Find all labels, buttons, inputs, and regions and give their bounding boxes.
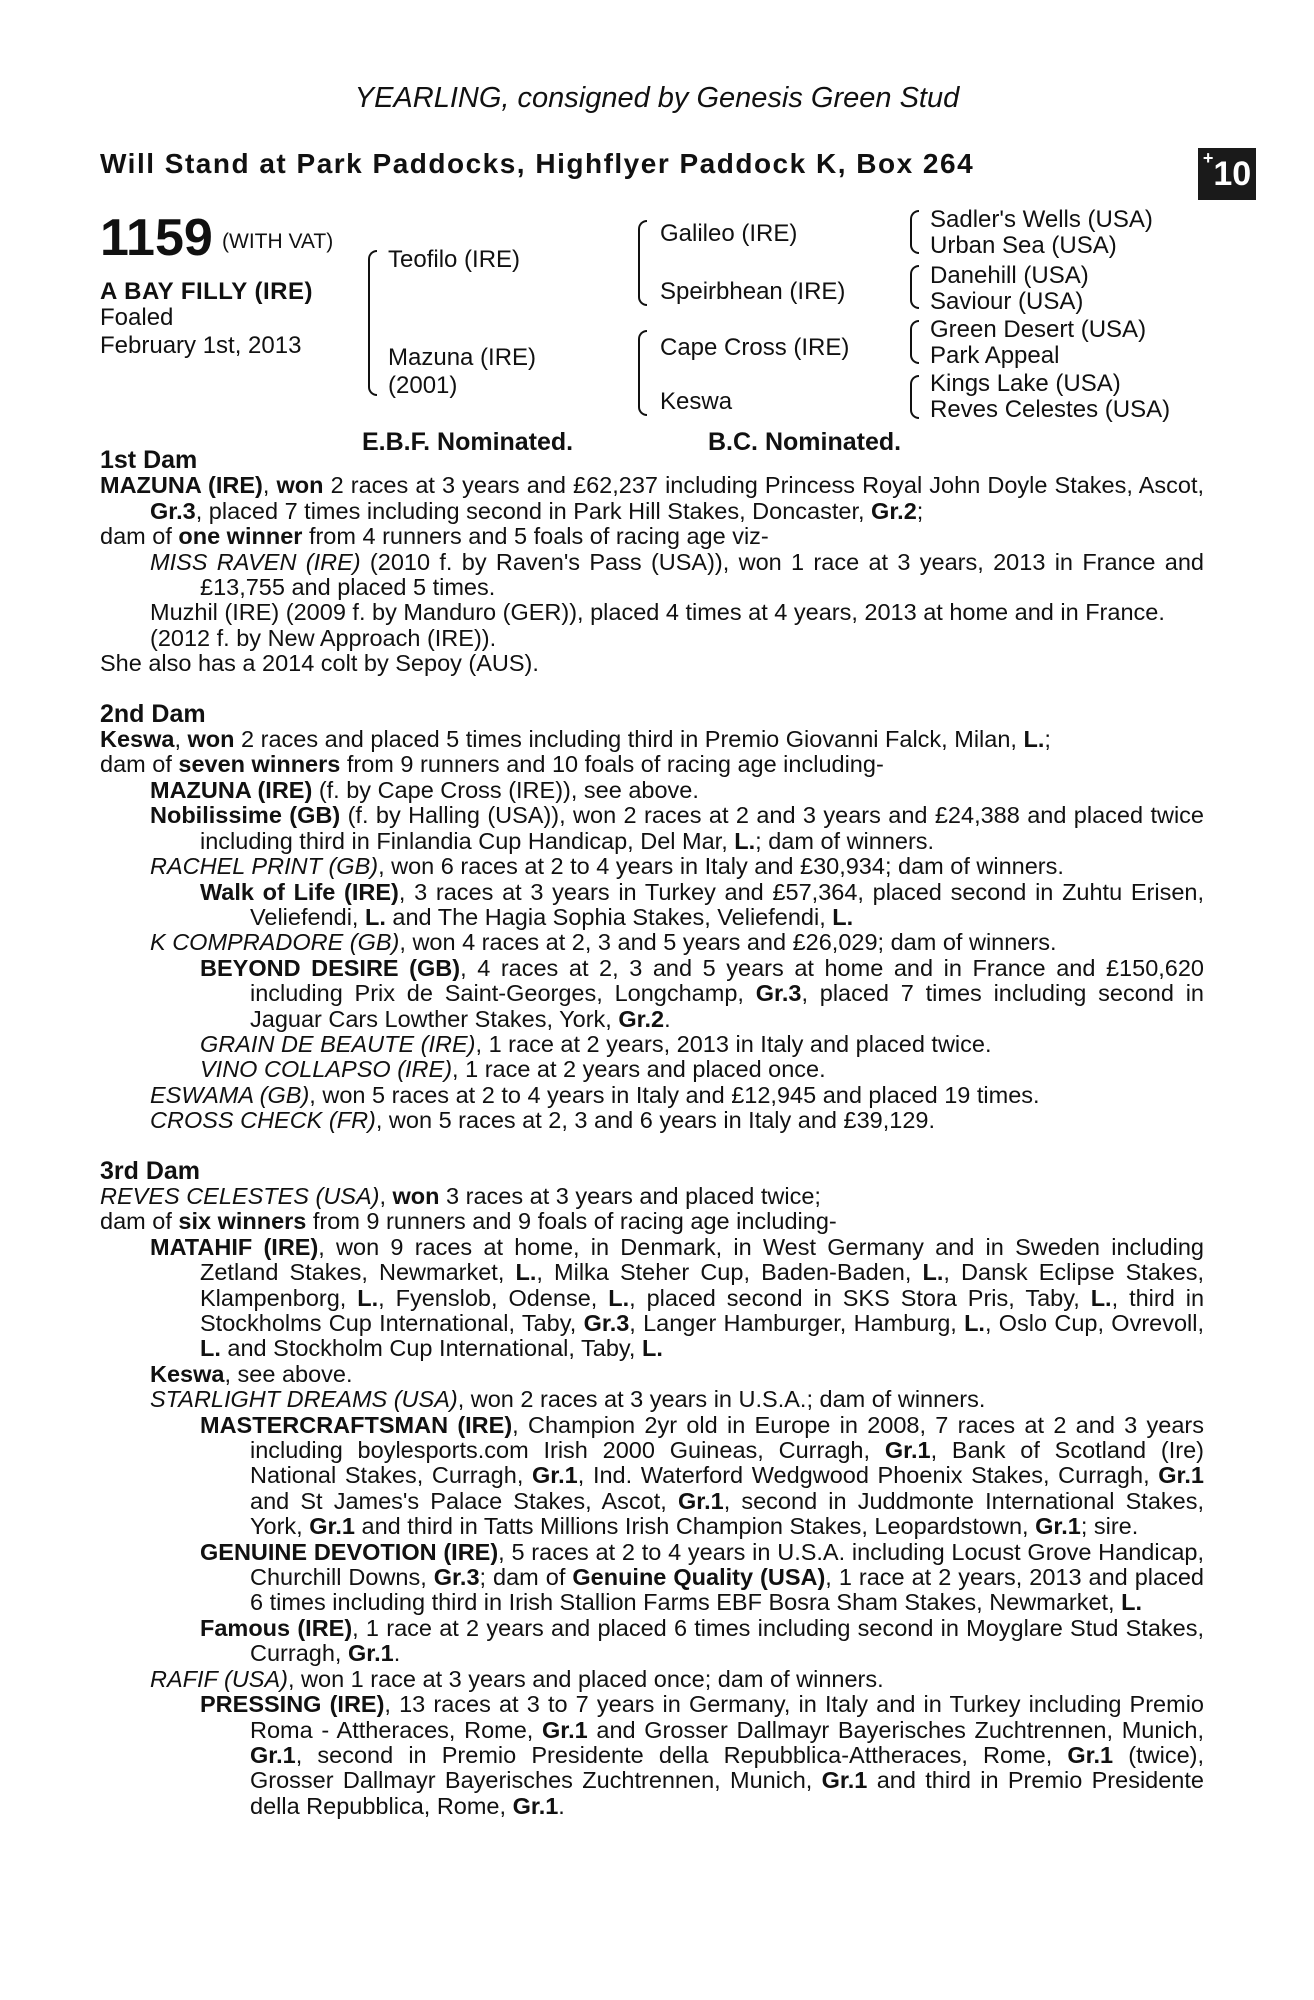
- produce-item: RACHEL PRINT (GB), won 6 races at 2 to 4 years in Italy and £30,934; dam of winners.: [150, 853, 1064, 880]
- pedigree-sire-dam: Speirbhean (IRE): [660, 278, 846, 305]
- pedigree-brace-g4: [910, 375, 919, 419]
- pedigree-g6: Park Appeal: [930, 342, 1060, 369]
- produce-item: CROSS CHECK (FR), won 5 races at 2, 3 and 6 years in Italy and £39,129.: [150, 1107, 936, 1134]
- pedigree-brace-g1: [910, 210, 919, 254]
- produce-item: Famous (IRE), 1 race at 2 years and placed 6 times including second in Moyglare Stud Stakes, Curragh, Gr.1.: [200, 1614, 1204, 1667]
- first-dam-produce: dam of one winner from 4 runners and 5 foals of racing age viz-: [100, 523, 769, 550]
- first-dam-entry: MAZUNA (IRE), won 2 races at 3 years and £62,237 including Princess Royal John Doyle Stakes, Ascot, Gr.3, placed 7 times including second in Park Hill Stakes, Doncaster, Gr.2;: [100, 472, 1205, 524]
- pedigree-sire-sire: Galileo (IRE): [660, 220, 798, 247]
- bc-nominated: B.C. Nominated.: [708, 428, 902, 456]
- lot-name: A BAY FILLY (IRE): [100, 278, 313, 305]
- produce-item: GRAIN DE BEAUTE (IRE), 1 race at 2 years, 2013 in Italy and placed twice.: [200, 1030, 992, 1057]
- pedigree-dam-sire: Cape Cross (IRE): [660, 334, 850, 361]
- stand-location: Will Stand at Park Paddocks, Highflyer Paddock K, Box 264: [100, 148, 975, 179]
- pedigree-g4: Saviour (USA): [930, 288, 1084, 315]
- consignor-heading: YEARLING, consigned by Genesis Green Stud: [354, 82, 960, 114]
- foaled-label: Foaled: [100, 304, 174, 331]
- second-dam-heading: 2nd Dam: [100, 699, 206, 728]
- pedigree-brace-main: [368, 250, 377, 396]
- produce-item: Walk of Life (IRE), 3 races at 3 years in Turkey and £57,364, placed second in Zuhtu Erisen, Veliefendi, L. and The Hagia Sophia Stakes, Veliefendi, L.: [200, 878, 1204, 930]
- produce-item: (2012 f. by New Approach (IRE)).: [150, 624, 497, 651]
- second-dam-entry: Keswa, won 2 races and placed 5 times including third in Premio Giovanni Falck, Milan, L.;: [100, 726, 1051, 753]
- pedigree-dam-dam: Keswa: [660, 388, 733, 415]
- ebf-nominated: E.B.F. Nominated.: [362, 428, 574, 456]
- foaled-date: February 1st, 2013: [100, 332, 302, 359]
- pedigree-sire: Teofilo (IRE): [388, 246, 521, 273]
- badge-plus: +: [1202, 148, 1214, 168]
- produce-item: GENUINE DEVOTION (IRE), 5 races at 2 to 4 years in U.S.A. including Locust Grove Handicap, Churchill Downs, Gr.3; dam of Genuine Quality (USA), 1 race at 2 years, 2013 and placed 6 times including third in Irish Stallion Farms EBF Bosra Sham Stakes, Newmarket, L.: [200, 1538, 1204, 1616]
- first-dam-heading: 1st Dam: [100, 446, 198, 474]
- produce-item: Nobilissime (GB) (f. by Halling (USA)), won 2 races at 2 and 3 years and £24,388 and placed twice including third in Finlandia Cup Handicap, Del Mar, L.; dam of winners.: [150, 802, 1204, 854]
- produce-item: ESWAMA (GB), won 5 races at 2 to 4 years in Italy and £12,945 and placed 19 times.: [150, 1081, 1040, 1108]
- second-dam-produce: dam of seven winners from 9 runners and 10 foals of racing age including-: [100, 751, 884, 778]
- pedigree-dam: Mazuna (IRE): [388, 344, 537, 371]
- pedigree-body: [100, 448, 1204, 1819]
- pedigree-brace-g2: [910, 265, 919, 309]
- pedigree-g2: Urban Sea (USA): [930, 232, 1117, 259]
- pedigree-dam-year: (2001): [388, 372, 458, 399]
- produce-item: RAFIF (USA), won 1 race at 3 years and placed once; dam of winners.: [150, 1665, 884, 1692]
- produce-item: K COMPRADORE (GB), won 4 races at 2, 3 and 5 years and £26,029; dam of winners.: [150, 929, 1057, 956]
- pedigree-brace-g3: [910, 320, 919, 364]
- produce-item: PRESSING (IRE), 13 races at 3 to 7 years in Germany, in Italy and in Turkey including Premio Roma - Attheraces, Rome, Gr.1 and Grosser Dallmayr Bayerisches Zuchtrennen, Munich, Gr.1, second in Premio Presidente della Repubblica-Attheraces, Rome, Gr.1 (twice), Grosser Dallmayr Bayerisches Zuchtrennen, Munich, Gr.1 and third in Premio Presidente della Repubblica, Rome, Gr.1.: [200, 1691, 1204, 1819]
- pedigree-brace-dam: [638, 330, 647, 416]
- first-dam-also: She also has a 2014 colt by Sepoy (AUS).: [100, 650, 539, 677]
- pedigree-g1: Sadler's Wells (USA): [930, 206, 1153, 233]
- produce-item: MATAHIF (IRE), won 9 races at home, in Denmark, in West Germany and in Sweden including Zetland Stakes, Newmarket, L., Milka Steher Cup, Baden-Baden, L., Dansk Eclipse Stakes, Klampenborg, L., Fyenslob, Odense, L., placed second in SKS Stora Pris, Taby, L., third in Stockholms Cup International, Taby, Gr.3, Langer Hamburger, Hamburg, L., Oslo Cup, Ovrevoll, L. and Stockholm Cup International, Taby, L.: [150, 1233, 1205, 1362]
- produce-item: MISS RAVEN (IRE) (2010 f. by Raven's Pass (USA)), won 1 race at 3 years, 2013 in France and £13,755 and placed 5 times.: [150, 548, 1205, 601]
- pedigree-brace-sire: [638, 220, 647, 306]
- pedigree-g5: Green Desert (USA): [930, 316, 1147, 343]
- dam-name: MAZUNA (IRE): [100, 472, 263, 499]
- produce-item: BEYOND DESIRE (GB), 4 races at 2, 3 and 5 years at home and in France and £150,620 including Prix de Saint-Georges, Longchamp, Gr.3, placed 7 times including second in Jaguar Cars Lowther Stakes, York, Gr.2.: [200, 954, 1204, 1032]
- badge-number: 10: [1213, 155, 1252, 193]
- produce-item: VINO COLLAPSO (IRE), 1 race at 2 years and placed once.: [200, 1056, 826, 1083]
- pedigree-g3: Danehill (USA): [930, 262, 1089, 289]
- produce-item: MAZUNA (IRE) (f. by Cape Cross (IRE)), see above.: [150, 776, 699, 803]
- produce-item: Keswa, see above.: [150, 1360, 353, 1387]
- third-dam-entry: REVES CELESTES (USA), won 3 races at 3 years and placed twice;: [100, 1182, 821, 1209]
- third-dam-heading: 3rd Dam: [100, 1156, 201, 1185]
- third-dam-produce: dam of six winners from 9 runners and 9 foals of racing age including-: [100, 1208, 837, 1235]
- produce-item: STARLIGHT DREAMS (USA), won 2 races at 3 years in U.S.A.; dam of winners.: [150, 1386, 986, 1413]
- produce-item: Muzhil (IRE) (2009 f. by Manduro (GER)), placed 4 times at 4 years, 2013 at home and in France.: [150, 599, 1165, 626]
- lot-number: 1159: [100, 209, 213, 267]
- pedigree-g8: Reves Celestes (USA): [930, 396, 1171, 423]
- lot-vat: (WITH VAT): [222, 230, 334, 253]
- pedigree-g7: Kings Lake (USA): [930, 370, 1121, 397]
- badge-icon: [1198, 148, 1256, 200]
- produce-item: MASTERCRAFTSMAN (IRE), Champion 2yr old in Europe in 2008, 7 races at 2 and 3 years including boylesports.com Irish 2000 Guineas, Curragh, Gr.1, Bank of Scotland (Ire) National Stakes, Curragh, Gr.1, Ind. Waterford Wedgwood Phoenix Stakes, Curragh, Gr.1 and St James's Palace Stakes, Ascot, Gr.1, second in Juddmonte International Stakes, York, Gr.1 and third in Tatts Millions Irish Champion Stakes, Leopardstown, Gr.1; sire.: [200, 1411, 1205, 1540]
